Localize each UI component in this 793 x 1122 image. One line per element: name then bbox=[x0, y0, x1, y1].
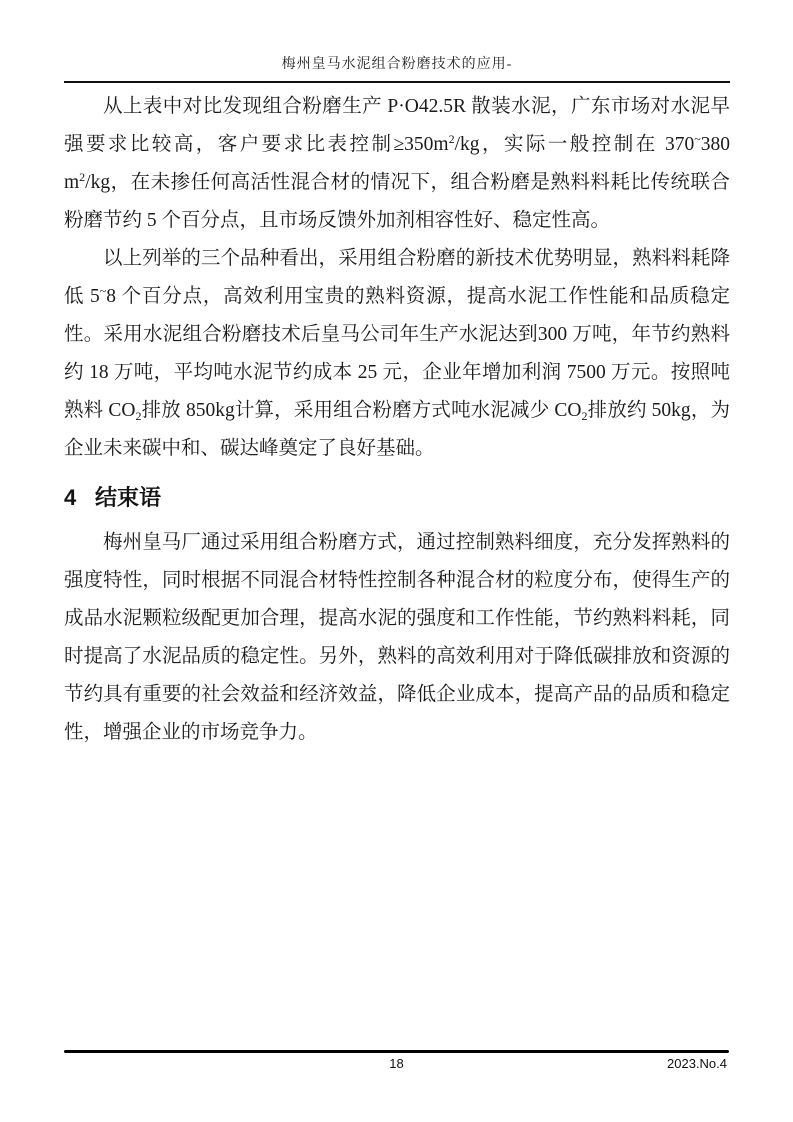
superscript: ~ bbox=[694, 132, 701, 146]
superscript: ~ bbox=[99, 284, 107, 298]
text-segment: 8 个百分点，高效利用宝贵的熟料资源，提高水泥工作性能和品质稳定性。采用水泥组合粉磨技术后皇马公司年生产水泥达到300 万吨，年节约熟料约 18 万吨，平均吨水泥节约成本 25 元，企业年增加利润 7500 万元。按照吨熟料 CO bbox=[64, 286, 730, 421]
section-number: 4 bbox=[64, 485, 77, 510]
paragraph-3 bbox=[64, 524, 730, 752]
running-head-title: 梅州皇马水泥组合粉磨技术的应用- bbox=[281, 57, 513, 72]
text-segment: /kg，实际一般控制在 370 bbox=[454, 134, 695, 155]
paragraph-2 bbox=[64, 240, 730, 468]
subscript: 2 bbox=[135, 409, 142, 423]
subscript: 2 bbox=[581, 409, 588, 423]
superscript: 2 bbox=[79, 170, 86, 184]
paragraph-1 bbox=[64, 88, 730, 240]
text-segment: 排放约 50kg，为企业未来碳中和、碳达峰奠定了良好基础。 bbox=[64, 400, 730, 459]
page-number: 18 bbox=[389, 1056, 404, 1071]
header-rule bbox=[64, 81, 730, 83]
footer-row bbox=[64, 1056, 729, 1076]
text-segment: 从上表中对比发现组合粉磨生产 P·O42.5R 散装水泥，广东市场对水泥早强要求比较高，客户要求比表控制≥350m bbox=[64, 96, 730, 155]
issue-number: 2023.No.4 bbox=[667, 1056, 727, 1071]
text-segment: 以上列举的三个品种看出，采用组合粉磨的新技术优势明显，熟料料耗降低 5 bbox=[64, 248, 730, 307]
text-segment: 排放 850kg计算，采用组合粉磨方式吨水泥减少 CO bbox=[141, 400, 582, 421]
footer-rule bbox=[64, 1050, 729, 1053]
text-segment: /kg，在未掺任何高活性混合材的情况下，组合粉磨是熟料料耗比传统联合粉磨节约 5 个百分点，且市场反馈外加剂相容性好、稳定性高。 bbox=[64, 172, 730, 231]
text-segment: 梅州皇马厂通过采用组合粉磨方式，通过控制熟料细度，充分发挥熟料的强度特性，同时根据不同混合材特性控制各种混合材的粒度分布，使得生产的成品水泥颗粒级配更加合理，提高水泥的强度和工作性能，节约熟料料耗，同时提高了水泥品质的稳定性。另外，熟料的高效利用对于降低碳排放和资源的节约具有重要的社会效益和经济效益，降低企业成本，提高产品的品质和稳定性，增强企业的市场竞争力。 bbox=[64, 532, 730, 743]
page-footer bbox=[64, 1050, 729, 1076]
document-body bbox=[64, 88, 730, 752]
superscript: 2 bbox=[448, 132, 455, 146]
page-header bbox=[64, 54, 730, 83]
section-title: 结束语 bbox=[94, 485, 161, 510]
section-heading bbox=[64, 482, 730, 514]
text-segment: 380 m bbox=[64, 134, 731, 193]
